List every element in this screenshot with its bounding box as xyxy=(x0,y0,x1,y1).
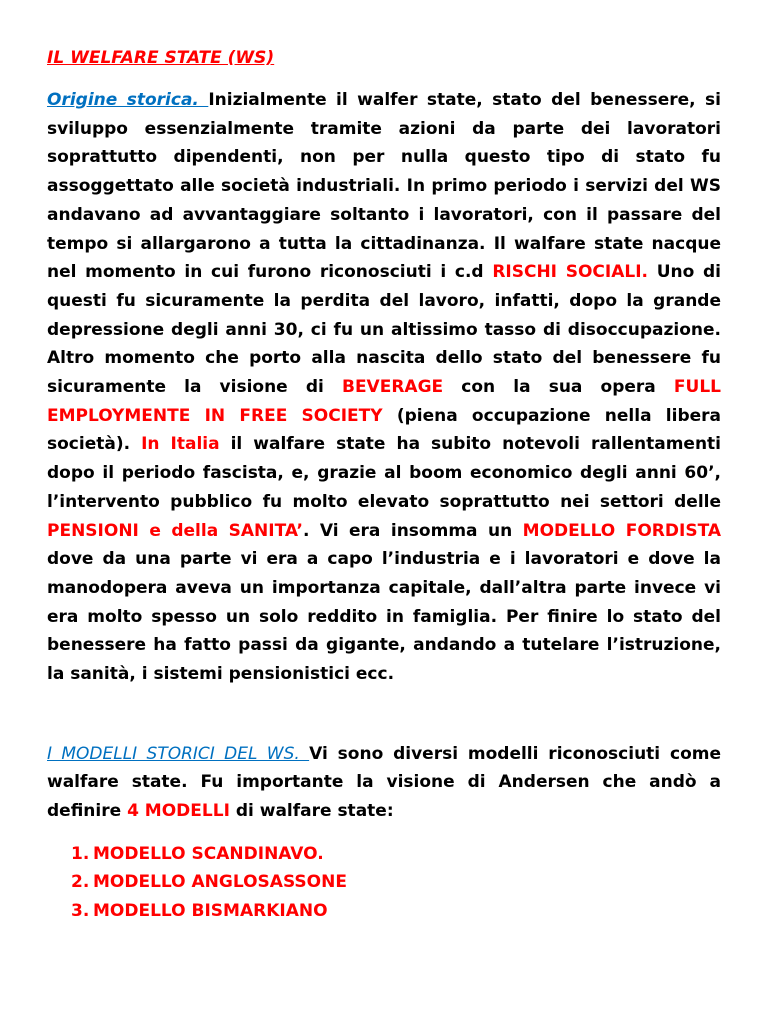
list-item-number: 3. xyxy=(71,900,90,921)
modello-fordista-highlight: MODELLO FORDISTA xyxy=(522,520,721,541)
document-title: IL WELFARE STATE (WS) xyxy=(47,48,275,68)
full-employment-highlight: FULL EMPLOYMENTE IN FREE SOCIETY xyxy=(47,377,721,426)
modelli-text-2: di walfare state: xyxy=(229,801,394,822)
origine-text-3: Uno di questi fu sicuramente la perdita del lavoro, infatti, dopo la grande depressione degli anni 30, ci fu un altissimo tasso di disoccupazione. Altro momento che porto alla nascita dello stato del benessere fu sicuramente la visione di xyxy=(47,262,721,398)
italia-text-3: dove da una parte vi era a capo l’industria e i lavoratori e dove la manodopera aveva un importanza capitale, dall’altra parte invece vi era molto spesso un solo reddito in famiglia. xyxy=(47,549,721,627)
list-item-label: MODELLO ANGLOSASSONE xyxy=(93,872,347,893)
list-item-label: MODELLO BISMARKIANO xyxy=(93,900,328,921)
pensioni-sanita-highlight: PENSIONI e della SANITA’ xyxy=(47,520,303,541)
modelli-heading: I MODELLI STORICI DEL WS. xyxy=(47,743,310,764)
beverage-highlight: BEVERAGE xyxy=(341,377,444,398)
in-italia-highlight: In Italia xyxy=(141,434,220,455)
section-spacer xyxy=(47,689,721,740)
origine-text-5: (piena occupazione nella libera società). xyxy=(47,405,722,455)
list-item xyxy=(71,897,721,926)
modelli-text-1: Vi sono diversi modelli riconosciuti come walfare state. Fu importante la visione di Andersen che andò a definire xyxy=(47,743,721,822)
list-item xyxy=(71,868,721,897)
rischi-sociali-highlight: RISCHI SOCIALI. xyxy=(492,262,648,283)
origine-text-4: con la sua opera xyxy=(443,377,674,398)
quattro-modelli-highlight: 4 MODELLI xyxy=(127,801,230,822)
italia-text-1: il walfare state ha subito notevoli rallentamenti dopo il periodo fascista, e, grazie al boom economico degli anni 60’, l’intervento pubblico fu molto elevato soprattutto nei settori delle xyxy=(47,434,722,512)
origine-heading: Origine storica. xyxy=(47,90,209,110)
list-item-label: MODELLO SCANDINAVO. xyxy=(93,843,324,864)
list-item xyxy=(71,840,721,869)
italia-text-2: . Vi era insomma un xyxy=(302,520,523,541)
conclusione-text: Per finire lo stato del benessere ha fatto passi da gigante, andando a tutelare l’istruzione, la sanità, i sistemi pensionistici ecc. xyxy=(47,606,722,685)
list-item-number: 1. xyxy=(71,843,90,864)
models-list xyxy=(47,840,721,926)
list-item-number: 2. xyxy=(71,872,90,893)
paragraph-origine xyxy=(47,86,721,689)
paragraph-modelli xyxy=(47,740,721,826)
origine-text-1: Inizialmente il walfer state, stato del benessere, si sviluppo essenzialmente tramite azioni da parte dei lavoratori soprattutto dipendenti, non per nulla questo tipo di stato fu assoggettato alle società industriali. In primo periodo i servizi del WS andavano ad avvantaggiare soltanto i lavoratori, con il passare del tempo si allargarono a tutta la cittadinanza. xyxy=(47,90,721,254)
origine-text-2: Il walfare state nacque nel momento in cui furono riconosciuti i c.d xyxy=(47,233,722,283)
